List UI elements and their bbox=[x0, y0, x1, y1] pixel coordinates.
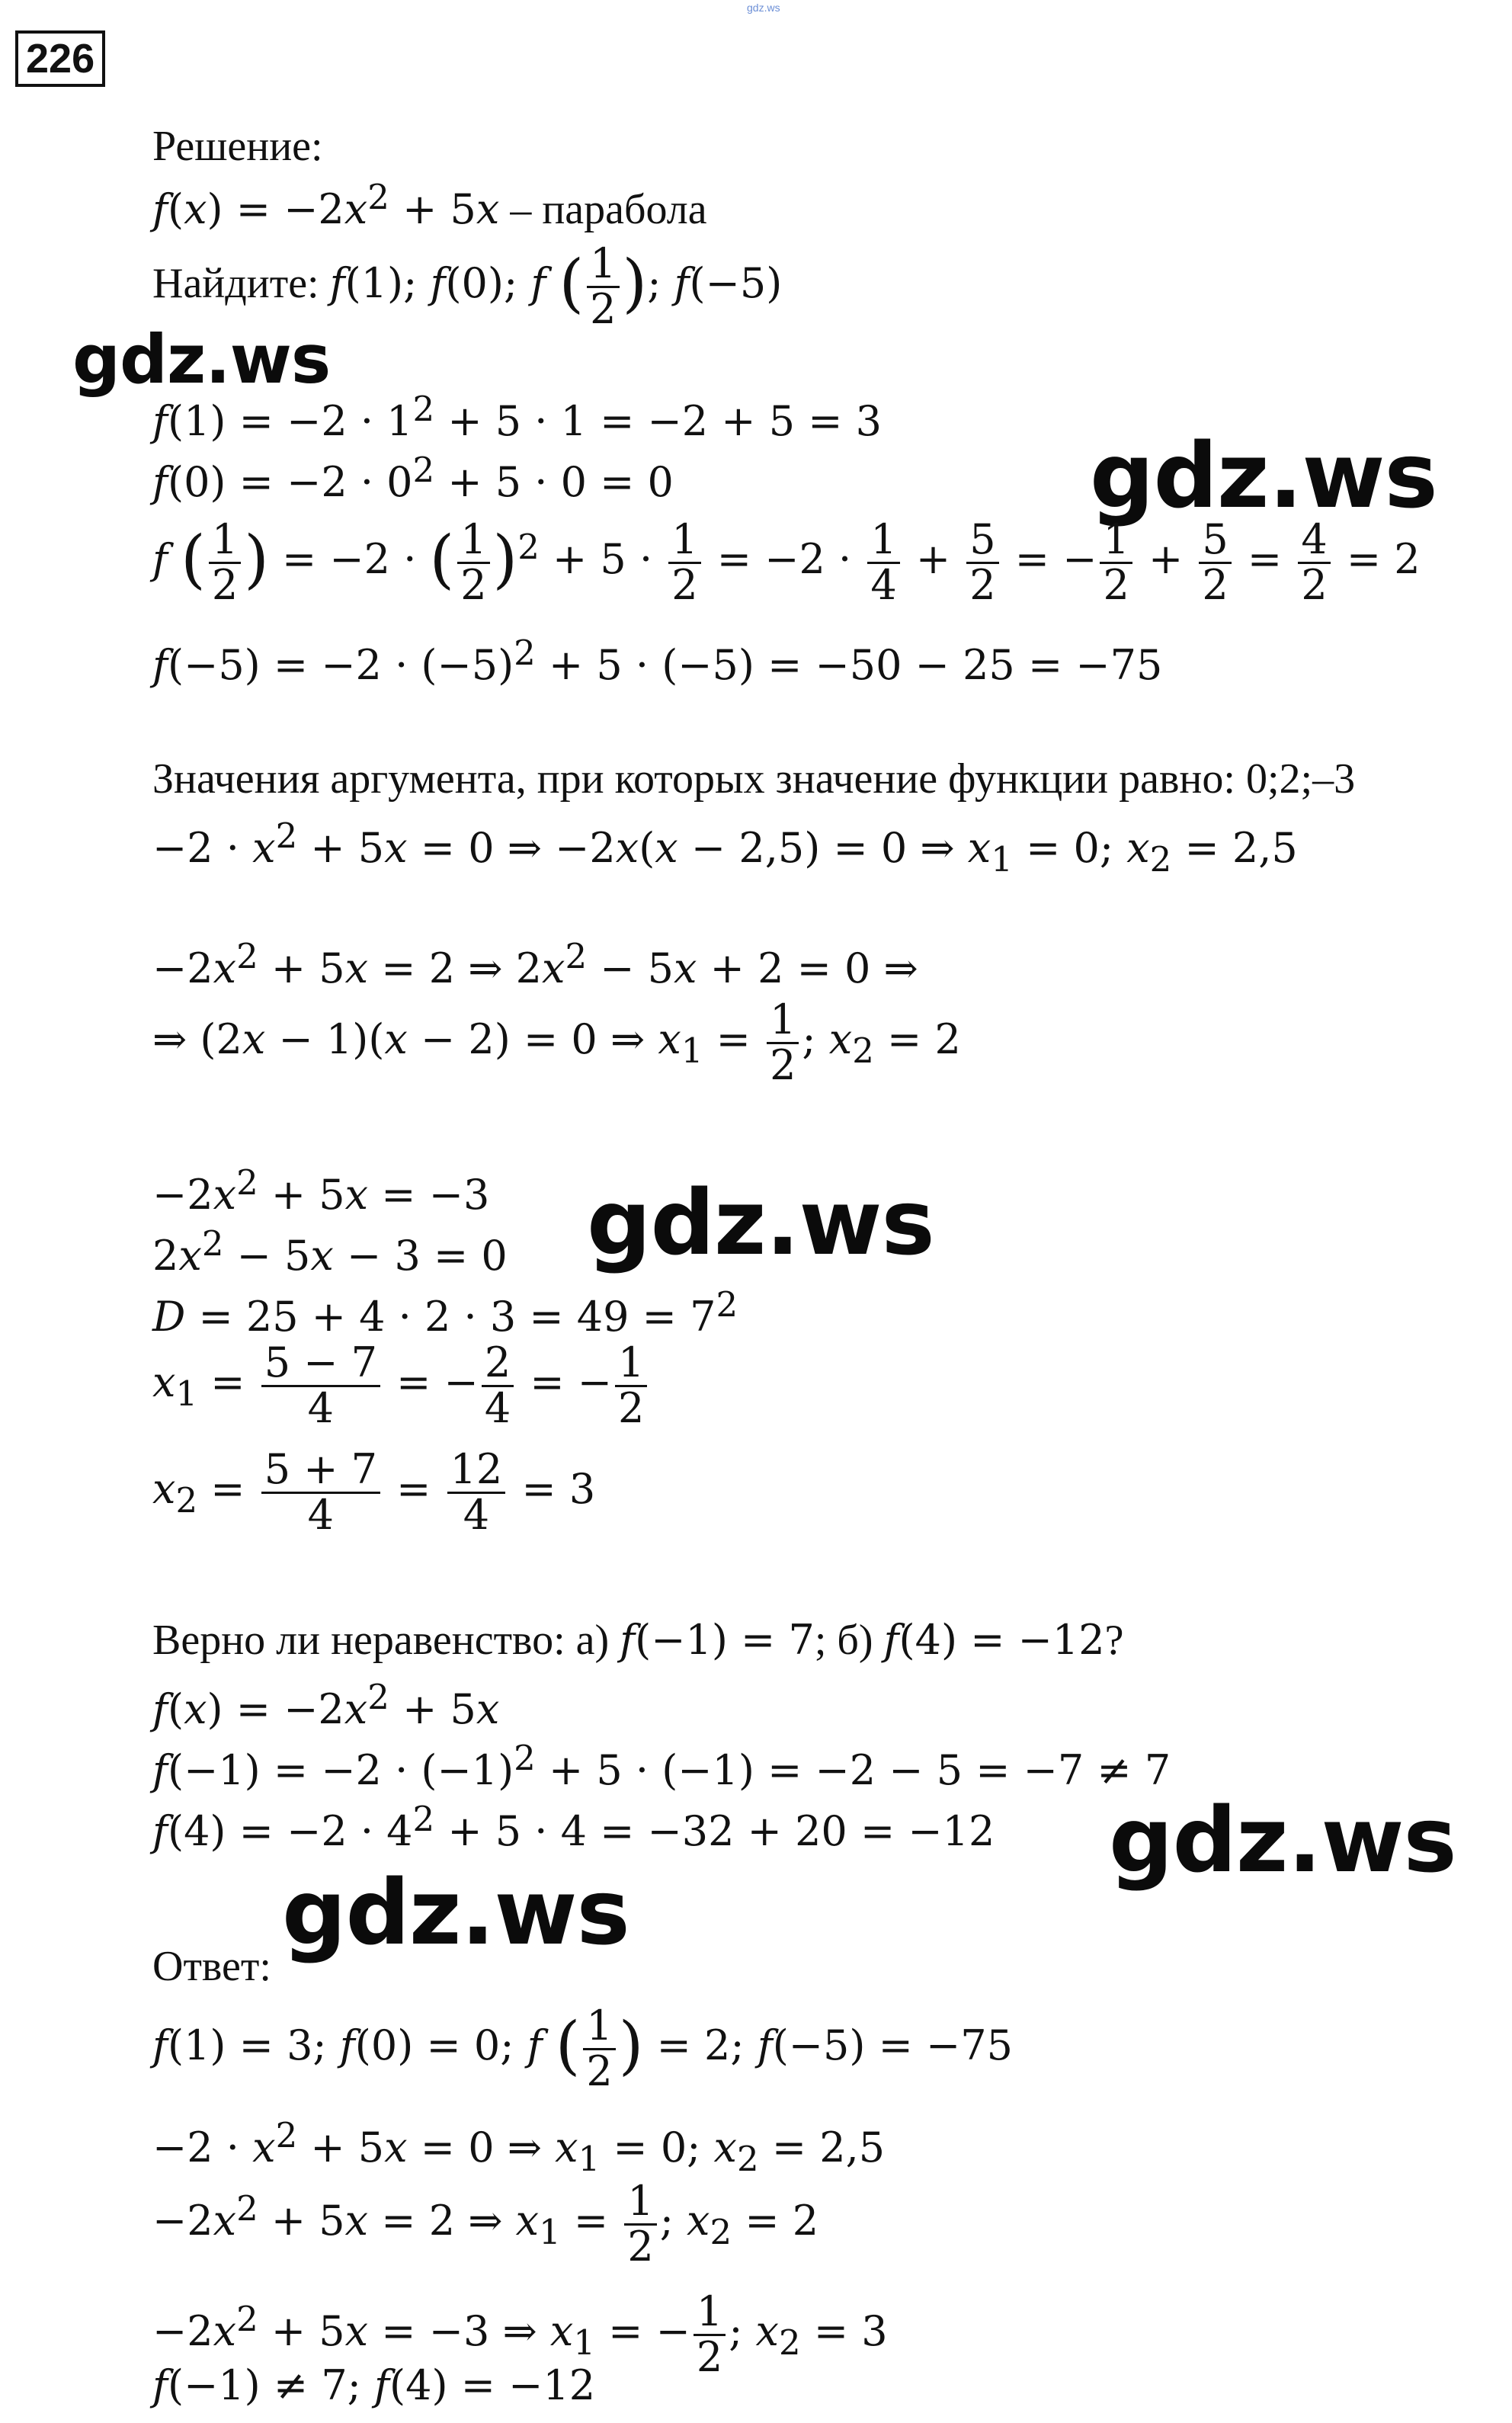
solve-minus3-b: $2x^2 - 5x - 3 = 0$ bbox=[152, 1223, 508, 1280]
answer-values: f(1) = 3; f(0) = 0; f ( $\frac{1}{2}$ ) = 2; f(−5) = −75 bbox=[152, 2002, 1014, 2095]
solve-two-b: ⇒ (2x − 1)(x − 2) = 0 ⇒ $x_1$ = $\frac{1}{2}$ ; $x_2 = 2$ bbox=[152, 995, 961, 1089]
root-x1: $x_1$ = $\frac{5 - 7}{4}$ = − $\frac{2}{4}$ = − $\frac{1}{2}$ bbox=[152, 1341, 650, 1430]
answer-minus3: $-2x^2 + 5x = -3$ ⇒ $x_1$ = − $\frac{1}{2}$ ; $x_2 = 3$ bbox=[152, 2287, 888, 2381]
inequality-heading: Верно ли неравенство: а) f(−1) = 7; б) f(4) = −12? bbox=[152, 1616, 1124, 1664]
solve-zero: $-2 \cdot x^2 + 5x = 0$ ⇒ −2x(x − 2,5) = 0 ⇒ $x_1 = 0$; $x_2 = 2,5$ bbox=[152, 816, 1298, 880]
solve-minus3-a: $-2x^2 + 5x = -3$ bbox=[152, 1162, 490, 1219]
watermark-4: gdz.ws bbox=[1109, 1787, 1456, 1893]
answer-inequalities: f(−1) ≠ 7; f(4) = −12 bbox=[152, 2361, 596, 2409]
eval-f-minus5: $f(-5) = -2 \cdot (-5)^2 + 5 \cdot (-5) = -50 - 25 = -75$ bbox=[152, 633, 1163, 689]
argument-heading: Значения аргумента, при которых значение функции равно: 0;2;–3 bbox=[152, 755, 1356, 803]
find-line: Найдите: f(1); f(0); f ( $\frac{1}{2}$ ); f(−5) bbox=[152, 239, 783, 333]
function-restated: $f(x) = -2x^2 + 5x$ bbox=[152, 1677, 500, 1733]
check-f4: $f(4) = -2 \cdot 4^2 + 5 \cdot 4 = -32 + 20 = -12$ bbox=[152, 1799, 995, 1855]
solution-label: Решение: bbox=[152, 123, 323, 170]
eval-f-half: f ( $\frac{1}{2}$ ) = −2 · ( $\frac{1}{2}$ )$^2$ + 5 · $\frac{1}{2}$ = −2 · $\frac{1}{4}$ + $\frac{5}{2}$ = − $\frac{1}{2}$ + $\frac{5}{2}$ = $\frac{4}{2}$ = 2 bbox=[152, 515, 1421, 609]
eval-f0: $f(0) = -2 \cdot 0^2 + 5 \cdot 0 = 0$ bbox=[152, 450, 674, 506]
watermark-5: gdz.ws bbox=[282, 1860, 629, 1965]
eval-f1: $f(1) = -2 \cdot 1^2 + 5 \cdot 1 = -2 + 5 = 3$ bbox=[152, 389, 882, 445]
site-tag: gdz.ws bbox=[747, 2, 780, 14]
answer-two: $-2x^2 + 5x = 2$ ⇒ $x_1$ = $\frac{1}{2}$ ; $x_2 = 2$ bbox=[152, 2177, 819, 2271]
answer-zero: $-2 \cdot x^2 + 5x = 0$ ⇒ $x_1 = 0$; $x_2 = 2,5$ bbox=[152, 2115, 886, 2179]
discriminant: $D = 25 + 4 \cdot 2 \cdot 3 = 49 = 7^2$ bbox=[152, 1284, 738, 1341]
watermark-3: gdz.ws bbox=[587, 1170, 934, 1275]
answer-label: Ответ: bbox=[152, 1943, 271, 1990]
function-definition: $f(x) = -2x^2 + 5x$ – парабола bbox=[152, 177, 707, 233]
check-f-minus1: $f(-1) = -2 \cdot (-1)^2 + 5 \cdot (-1) = -2 - 5 = -7 \ne 7$ bbox=[152, 1738, 1171, 1794]
watermark-1: gdz.ws bbox=[72, 320, 331, 399]
solve-two-a: $-2x^2 + 5x = 2$ ⇒ $2x^2 - 5x + 2 = 0$ ⇒ bbox=[152, 936, 918, 992]
root-x2: $x_2$ = $\frac{5 + 7}{4}$ = $\frac{12}{4}$ = 3 bbox=[152, 1445, 596, 1539]
problem-number: 226 bbox=[15, 30, 105, 87]
watermark-2: gdz.ws bbox=[1090, 423, 1437, 528]
